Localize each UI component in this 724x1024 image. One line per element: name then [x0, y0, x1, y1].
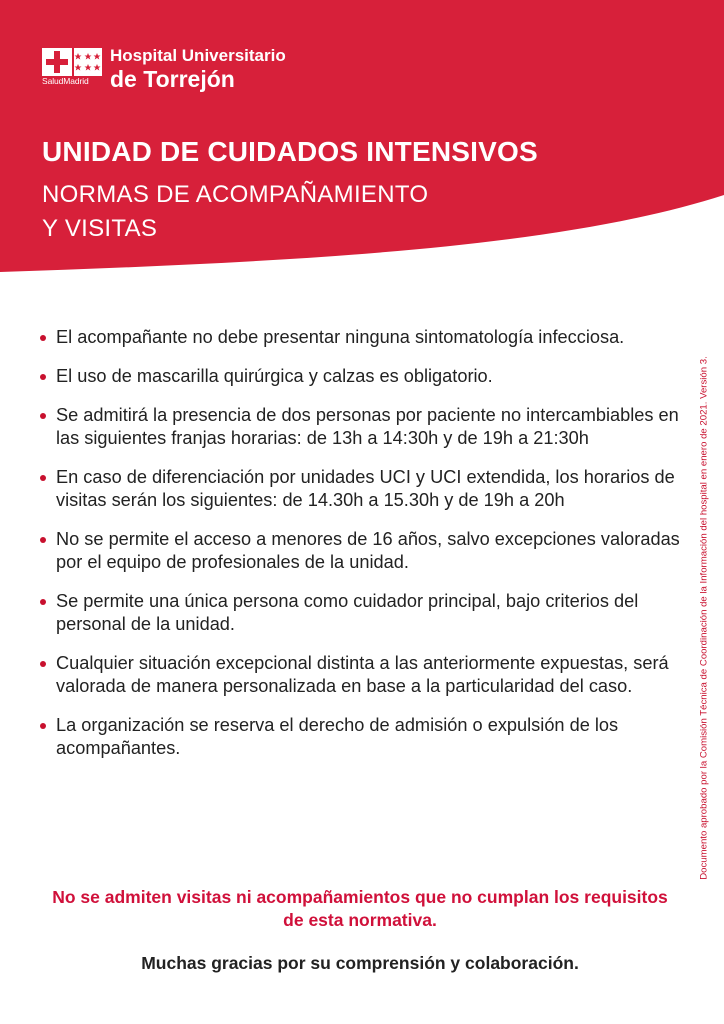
rule-item — [38, 714, 686, 760]
bullet-icon — [40, 723, 46, 729]
saludmadrid-label: SaludMadrid — [42, 76, 89, 86]
rule-item — [38, 404, 686, 450]
rule-text: No se permite el acceso a menores de 16 años, salvo excepciones valoradas por el equipo de profesionales de la unidad. — [56, 529, 680, 572]
rules-list — [38, 326, 686, 776]
rule-text: El uso de mascarilla quirúrgica y calzas es obligatorio. — [56, 366, 493, 386]
bullet-icon — [40, 374, 46, 380]
bullet-icon — [40, 537, 46, 543]
rule-text: Cualquier situación excepcional distinta a las anteriormente expuestas, será valorada de manera personalizada en base a la particularidad del caso. — [56, 653, 669, 696]
hospital-name-line2: de Torrejón — [110, 66, 235, 92]
rule-text: Se admitirá la presencia de dos personas por paciente no intercambiables en las siguientes franjas horarias: de 13h a 14:30h y de 19h a 21:30h — [56, 405, 679, 448]
warning-notice: No se admiten visitas ni acompañamientos que no cumplan los requisitos de esta normativa. — [52, 887, 668, 930]
bullet-icon — [40, 413, 46, 419]
bullet-icon — [40, 475, 46, 481]
subtitle-line1: NORMAS DE ACOMPAÑAMIENTO — [42, 181, 429, 208]
document-approval-note: Documento aprobado por la Comisión Técnica de Coordinación de la Información del hospital en enero de 2021. Versión 3. — [698, 356, 710, 880]
rule-text: Se permite una única persona como cuidador principal, bajo criterios del personal de la unidad. — [56, 591, 639, 634]
rule-text: El acompañante no debe presentar ninguna sintomatología infecciosa. — [56, 327, 625, 347]
rule-item — [38, 528, 686, 574]
rule-item — [38, 326, 686, 349]
rule-text: La organización se reserva el derecho de admisión o expulsión de los acompañantes. — [56, 715, 619, 758]
thanks-message: Muchas gracias por su comprensión y colaboración. — [141, 953, 579, 973]
page-title: UNIDAD DE CUIDADOS INTENSIVOS — [42, 136, 538, 167]
bullet-icon — [40, 335, 46, 341]
page-subtitle — [42, 178, 428, 246]
subtitle-line2: Y VISITAS — [42, 215, 158, 242]
rule-item — [38, 652, 686, 698]
bullet-icon — [40, 599, 46, 605]
rule-item — [38, 466, 686, 512]
hospital-name-line1: Hospital Universitario — [110, 46, 286, 65]
bullet-icon — [40, 661, 46, 667]
rule-item — [38, 365, 686, 388]
rule-item — [38, 590, 686, 636]
rule-text: En caso de diferenciación por unidades UCI y UCI extendida, los horarios de visitas serán los siguientes: de 14.30h a 15.30h y de 19h a 20h — [56, 467, 675, 510]
